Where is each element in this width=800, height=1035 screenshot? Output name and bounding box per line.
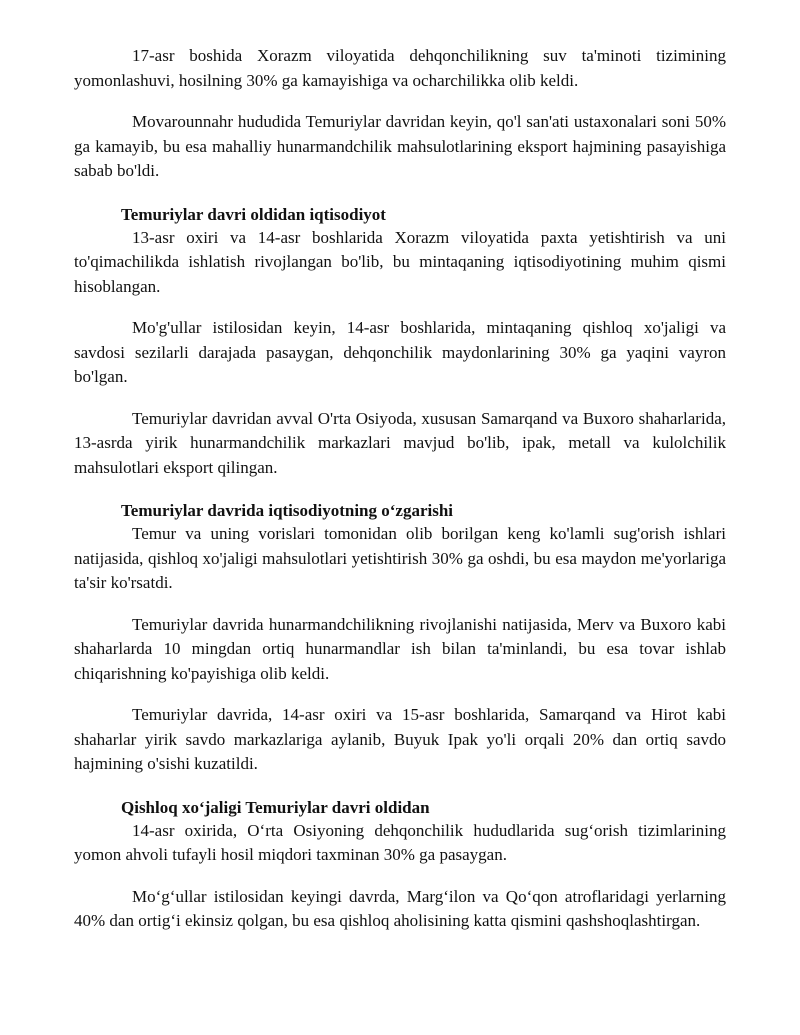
intro-section — [74, 44, 726, 184]
section-economy-before-timurids — [74, 204, 726, 481]
section-economy-change-timurids — [74, 500, 726, 777]
paragraph: Movarounnahr hududida Temuriylar davridan keyin, qo'l san'ati ustaxonalari soni 50% ga kamayib, bu esa mahalliy hunarmandchilik mahsulotlarining eksport hajmining pasayishiga sabab bo'ldi. — [74, 112, 726, 180]
paragraph: Mo‘g‘ullar istilosidan keyingi davrda, Marg‘ilon va Qo‘qon atroflaridagi yerlarning 40% dan ortig‘i ekinsiz qolgan, bu esa qishloq aholisining katta qismini qashshoqlashtirgan. — [74, 886, 726, 930]
paragraph: Temuriylar davridan avval O'rta Osiyoda, xususan Samarqand va Buxoro shaharlarida, 13-asrda yirik hunarmandchilik markazlari mavjud bo'lib, ipak, metall va kulolchilik mahsulotlari eksport qilingan. — [74, 408, 726, 477]
paragraph: Mo'g'ullar istilosidan keyin, 14-asr boshlarida, mintaqaning qishloq xo'jaligi va savdosi sezilarli darajada pasaygan, dehqonchilik maydonlarining 30% ga yaqini vayron bo'lgan. — [74, 318, 726, 386]
paragraph: Temuriylar davrida hunarmandchilikning rivojlanishi natijasida, Merv va Buxoro kabi shaharlarda 10 mingdan ortiq hunarmandlar ish bilan ta'minlandi, bu esa tovar ishlab chiqarishning ko'payishiga olib keldi. — [74, 614, 726, 683]
paragraph: Temur va uning vorislari tomonidan olib borilgan keng ko'lamli sug'orish ishlari natijasida, qishloq xo'jaligi mahsulotlari yetishtirish 30% ga oshdi, bu esa maydon me'yorlariga ta'sir ko'rsatdi. — [74, 524, 726, 592]
document-page — [74, 44, 726, 951]
paragraph: 13-asr oxiri va 14-asr boshlarida Xorazm viloyatida paxta yetishtirish va uni to'qimachilikda ishlatish rivojlangan bo'lib, bu mintaqaning iqtisodiyotining muhim qismi hisoblangan. — [74, 227, 726, 296]
section-heading: Temuriylar davri oldidan iqtisodiyot — [121, 204, 386, 224]
section-agriculture-before-timurids — [74, 797, 726, 934]
paragraph: 14-asr oxirida, O‘rta Osiyoning dehqonchilik hududlarida sug‘orish tizimlarining yomon ahvoli tufayli hosil miqdori taxminan 30% ga pasaygan. — [74, 820, 726, 864]
section-heading: Qishloq xo‘jaligi Temuriylar davri oldidan — [121, 797, 430, 817]
section-heading: Temuriylar davrida iqtisodiyotning o‘zgarishi — [121, 501, 454, 520]
paragraph: Temuriylar davrida, 14-asr oxiri va 15-asr boshlarida, Samarqand va Hirot kabi shaharlar yirik savdo markazlariga aylanib, Buyuk Ipak yo'li orqali 20% dan ortiq savdo hajmining o'sishi kuzatildi. — [74, 705, 726, 773]
paragraph: 17-asr boshida Xorazm viloyatida dehqonchilikning suv ta'minoti tizimining yomonlashuvi, hosilning 30% ga kamayishiga va ocharchilikka olib keldi. — [74, 46, 726, 90]
